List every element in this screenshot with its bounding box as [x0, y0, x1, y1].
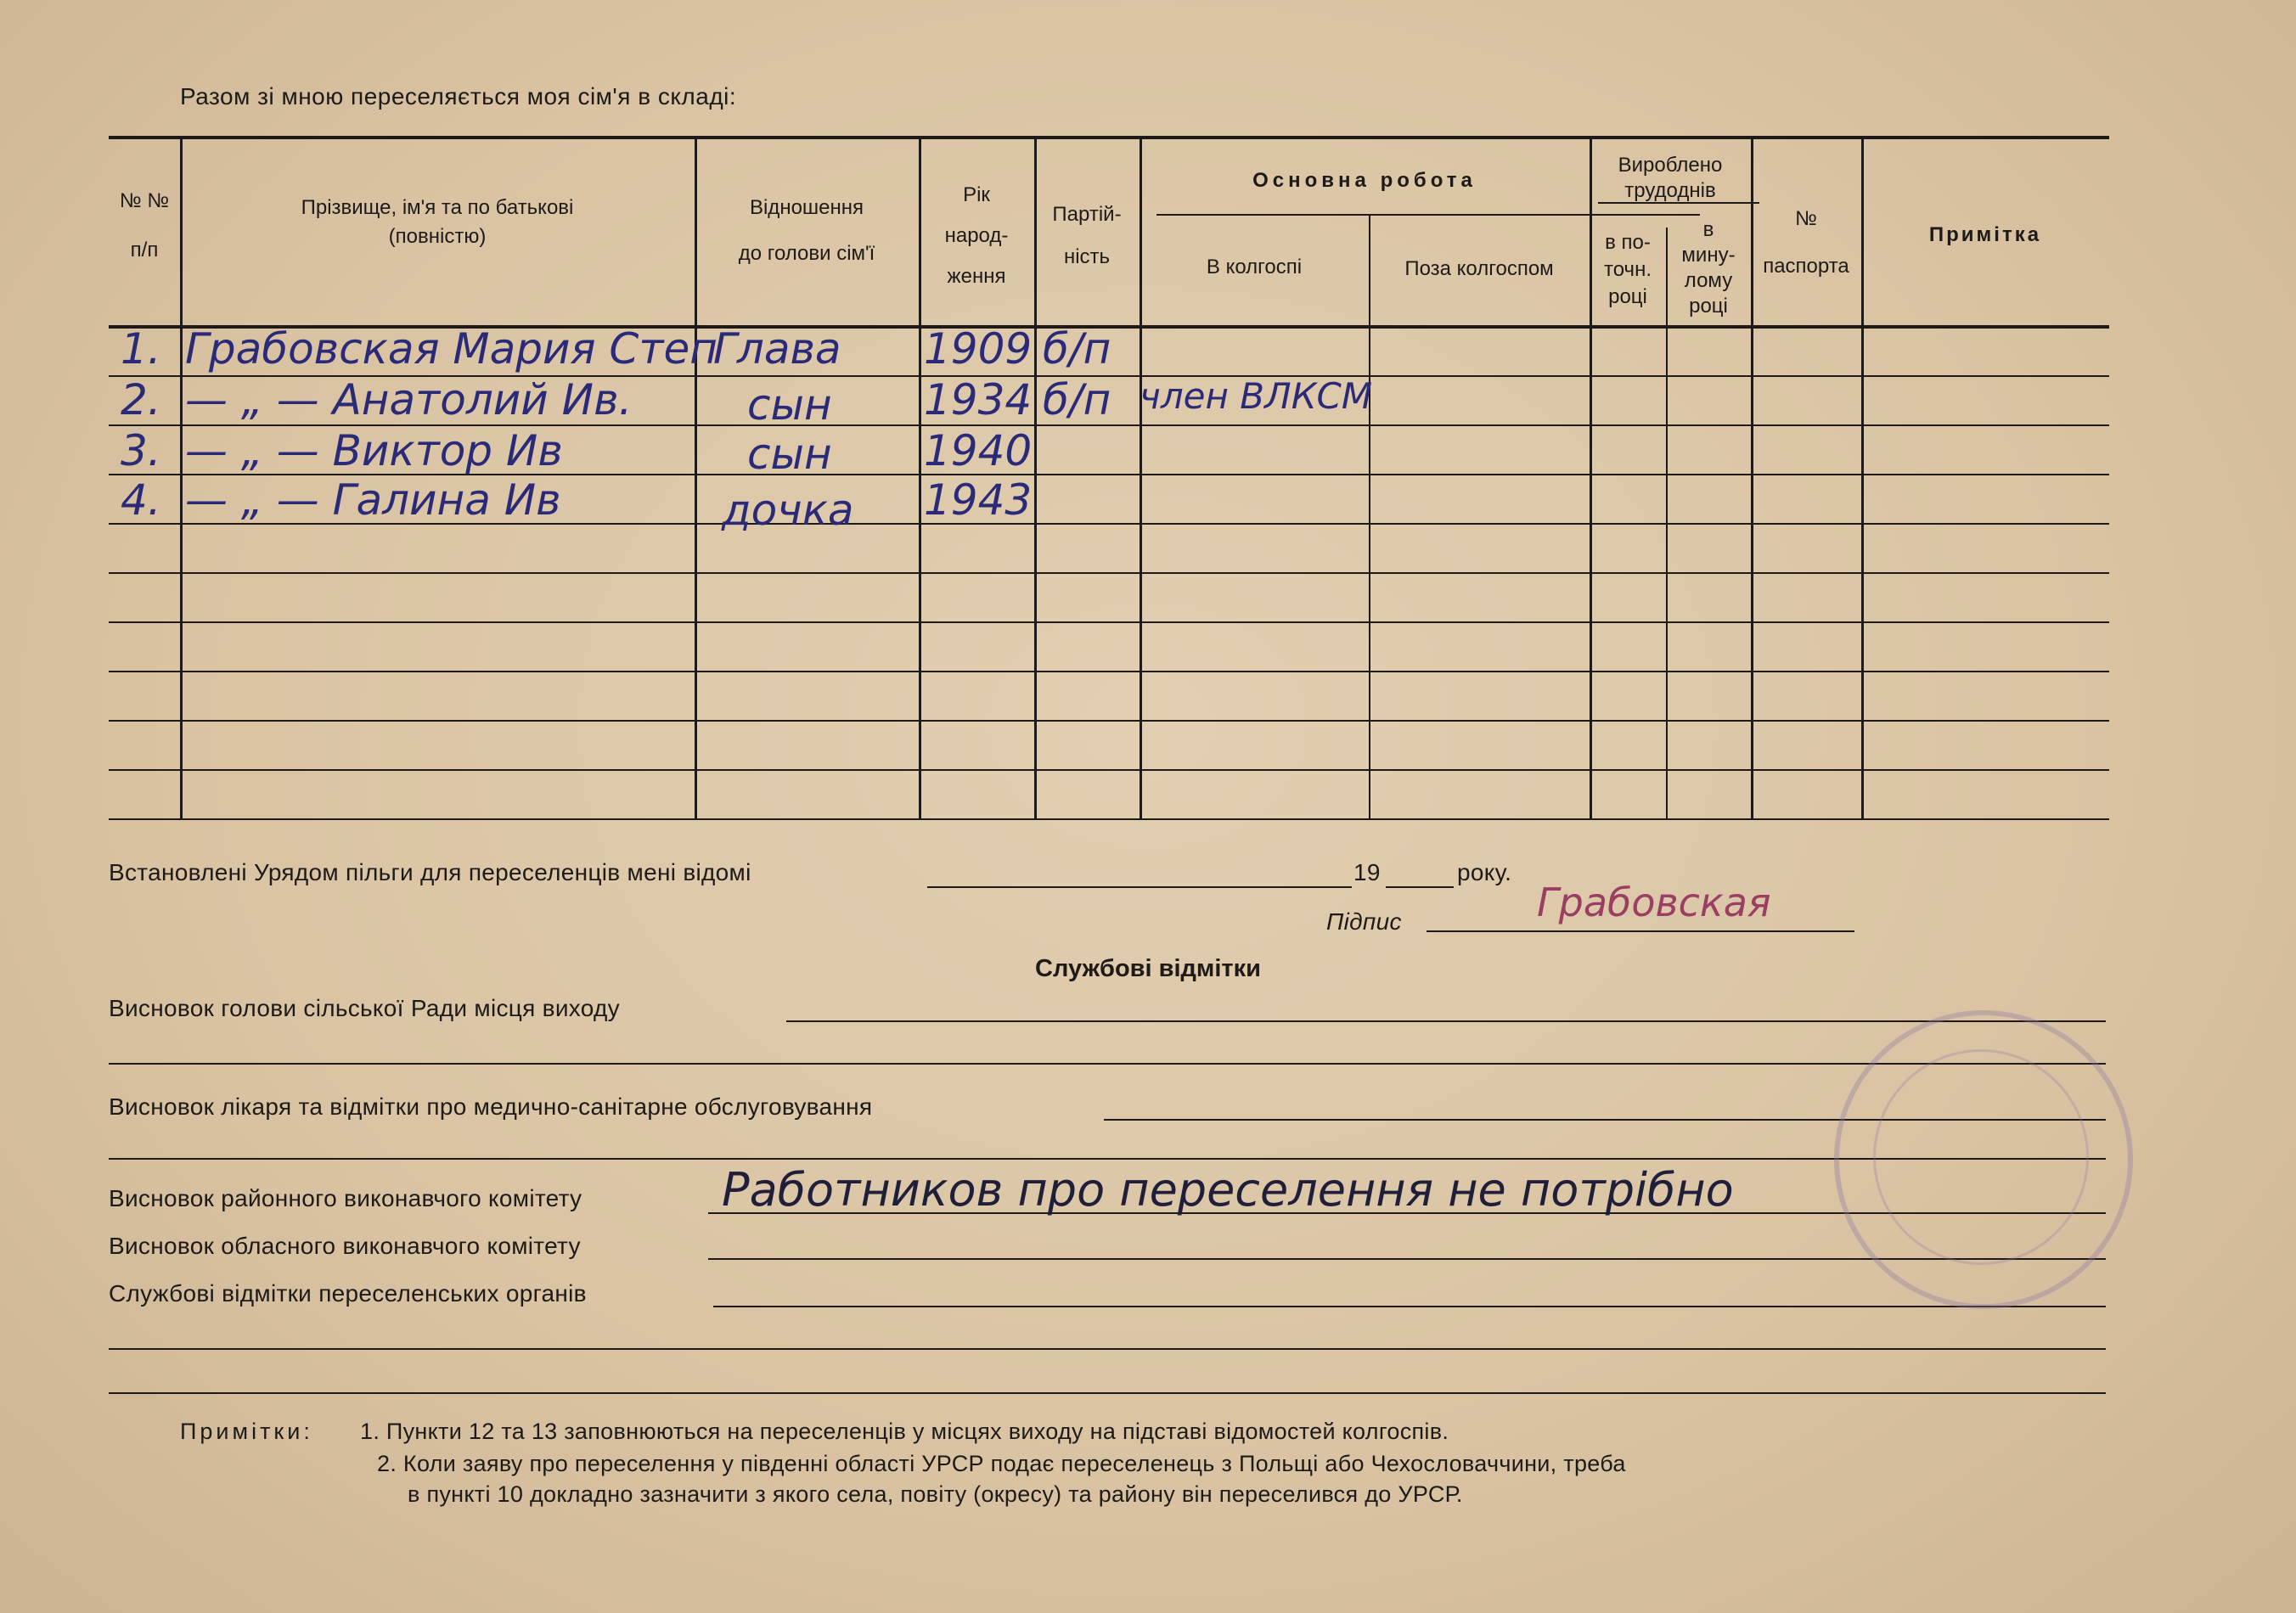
signature-label: Підпис — [1326, 908, 1402, 935]
row2-name: — „ — Анатолий Ив. — [185, 375, 633, 424]
header-passport-line1: № — [1795, 207, 1817, 230]
row1-party: б/п — [1043, 324, 1111, 374]
notes-item1: 1. Пункти 12 та 13 заповнюються на переселенців у місцях виходу на підставі відомостей колгоспів. — [360, 1419, 1449, 1444]
header-num-line1: № № — [119, 189, 170, 212]
row4-relation: дочка — [722, 486, 854, 535]
header-last-year-line3: лому — [1684, 269, 1733, 292]
resettlement-line3 — [109, 1392, 2106, 1394]
header-year-line3: ження — [947, 265, 1006, 288]
header-note: Примітка — [1928, 223, 2042, 246]
header-name — [180, 194, 695, 251]
row4-year: 1943 — [924, 475, 1033, 525]
intro-text: Разом зі мною переселяється моя сім'я в складі: — [180, 83, 737, 110]
district-label: Висновок районного виконавчого комітету — [109, 1185, 582, 1211]
notes-item2a: 2. Коли заяву про переселення у південні області УРСР подає переселенець з Польщі або Чехословаччини, треба — [377, 1451, 1626, 1476]
benefits-label: Встановлені Урядом пільги для переселенців мені відомі — [109, 859, 751, 885]
row4-name: — „ — Галина Ив — [185, 475, 561, 525]
benefits-year-suffix: року. — [1457, 859, 1512, 885]
regional-label: Висновок обласного виконавчого комітету — [109, 1233, 581, 1259]
header-name-line1: Прізвище, ім'я та по батькові — [301, 196, 574, 219]
header-relation — [695, 194, 919, 268]
header-party — [1034, 194, 1140, 278]
row2-num: 2. — [121, 375, 161, 424]
family-table — [109, 136, 2109, 822]
benefits-year-line — [1386, 886, 1454, 888]
header-party-line2: ність — [1063, 245, 1111, 268]
resettlement-label: Службові відмітки переселенських органів — [109, 1280, 587, 1307]
header-current-year-line2: точн. — [1604, 258, 1652, 281]
header-current-year-line1: в по- — [1605, 231, 1651, 254]
row3-relation: сын — [747, 430, 832, 479]
header-workdays-line1: Вироблено — [1618, 154, 1723, 177]
district-value: Работников про переселення не потрібно — [722, 1163, 1734, 1217]
header-passport — [1751, 195, 1861, 290]
header-year-line2: народ- — [944, 224, 1009, 247]
row2-party: б/п — [1043, 375, 1111, 424]
header-name-line2: (повністю) — [388, 225, 487, 248]
header-relation-line1: Відношення — [749, 196, 864, 219]
notes-label: Примітки: — [180, 1419, 313, 1444]
header-party-line1: Партій- — [1052, 203, 1122, 226]
row2-work: член ВЛКСМ — [1140, 375, 1373, 417]
row2-relation: сын — [747, 380, 832, 430]
benefits-year-prefix: 19 — [1353, 859, 1381, 885]
header-year — [919, 175, 1034, 297]
header-num-line2: п/п — [130, 239, 159, 261]
row1-name: Грабовская Мария Степ — [185, 324, 718, 374]
header-year-line1: Рік — [963, 183, 990, 206]
row3-name: — „ — Виктор Ив — [185, 426, 563, 475]
service-title: Службові відмітки — [1035, 955, 1261, 982]
row3-year: 1940 — [924, 426, 1033, 475]
header-last-year-line2: мину- — [1681, 244, 1736, 267]
doctor-label: Висновок лікаря та відмітки про медично-санітарне обслуговування — [109, 1093, 873, 1120]
row2-year: 1934 — [924, 375, 1033, 424]
header-current-year — [1590, 229, 1666, 311]
village-council-line — [786, 1020, 2106, 1022]
header-num — [109, 187, 180, 265]
header-current-year-line3: році — [1608, 285, 1647, 308]
doctor-line2 — [109, 1158, 2106, 1160]
signature: Грабовская — [1537, 880, 1771, 925]
header-relation-line2: до голови сім'ї — [738, 242, 875, 265]
row3-num: 3. — [121, 426, 161, 475]
header-main-work: Основна робота — [1252, 169, 1477, 192]
row4-num: 4. — [121, 475, 161, 525]
village-council-label: Висновок голови сільської Ради місця виходу — [109, 995, 620, 1021]
header-last-year-line4: році — [1689, 295, 1728, 318]
header-passport-line2: паспорта — [1763, 255, 1849, 278]
resettlement-line2 — [109, 1348, 2106, 1350]
header-workdays — [1590, 153, 1751, 204]
row1-num: 1. — [121, 324, 161, 374]
header-last-year-line1: в — [1702, 218, 1714, 241]
signature-line — [1427, 930, 1854, 932]
header-last-year — [1666, 217, 1751, 319]
notes-item2b: в пункті 10 докладно зазначити з якого села, повіту (окресу) та району він переселився до УРСР. — [408, 1481, 1463, 1507]
benefits-fill-line — [927, 886, 1352, 888]
header-in-kolhosp: В колгоспі — [1206, 256, 1303, 278]
header-outside-kolhosp: Поза колгоспом — [1404, 257, 1554, 280]
row1-year: 1909 — [924, 324, 1033, 374]
resettlement-line — [713, 1306, 2106, 1307]
row1-relation: Глава — [713, 324, 841, 374]
village-council-line2 — [109, 1063, 2106, 1065]
official-stamp — [1834, 1010, 2133, 1309]
header-workdays-line2: трудоднів — [1624, 179, 1716, 202]
